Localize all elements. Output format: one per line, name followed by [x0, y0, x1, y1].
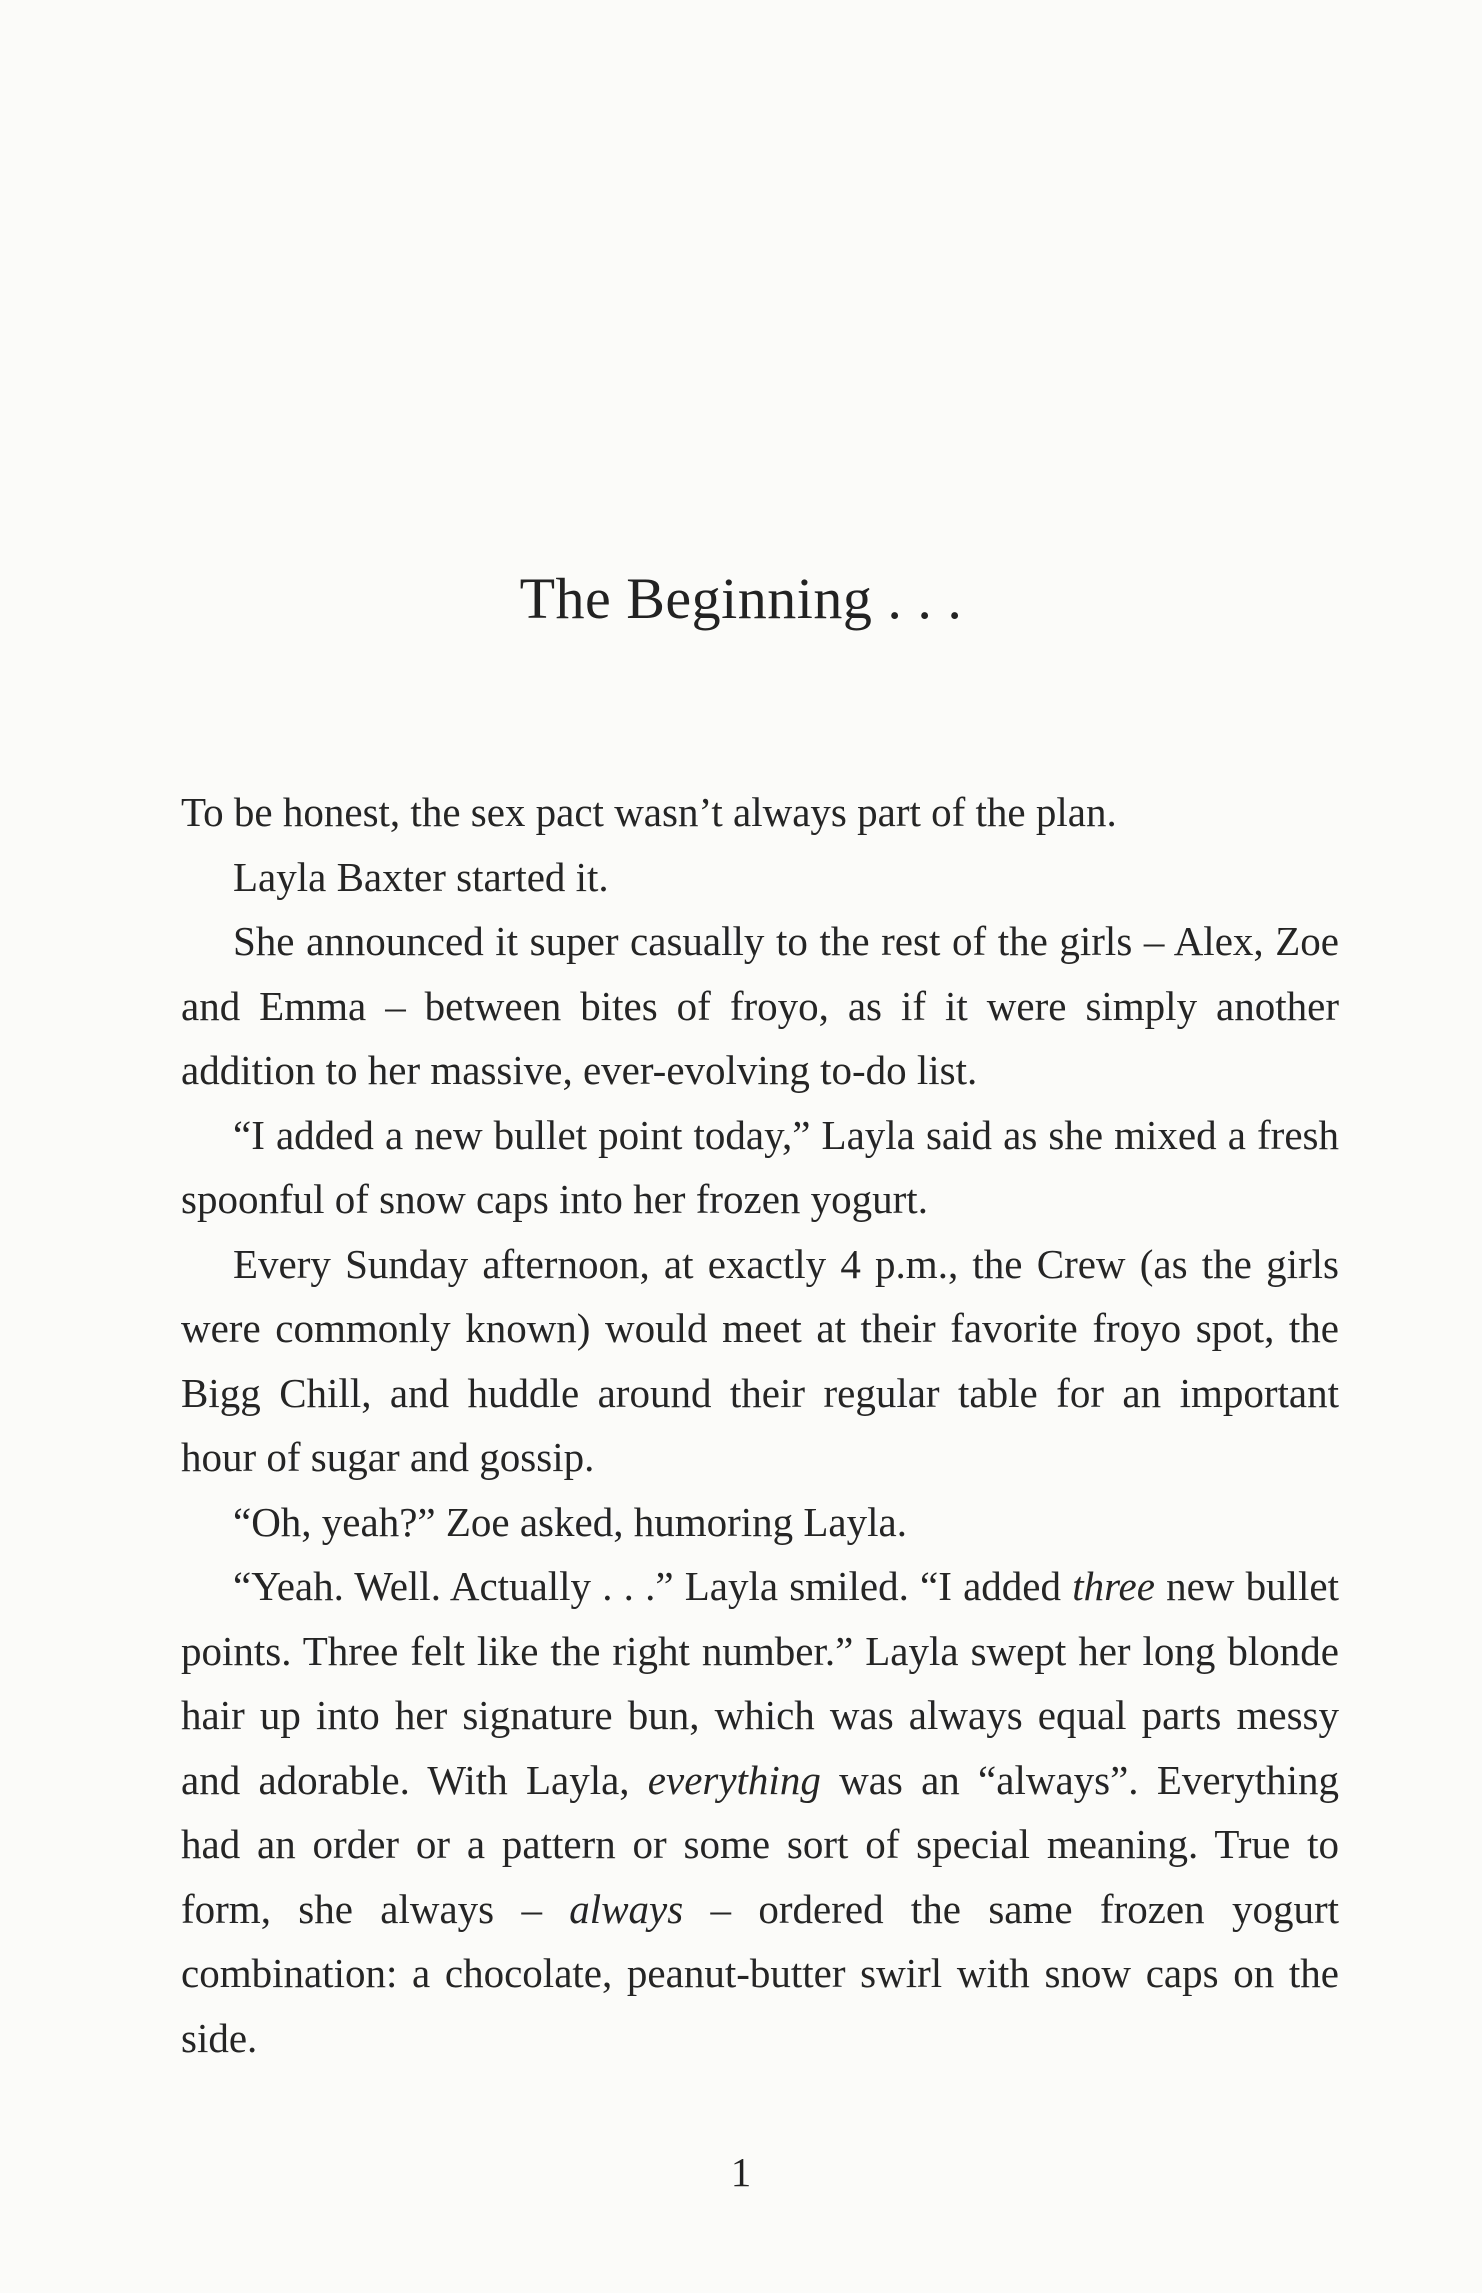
paragraph: She announced it super casually to the rest of the girls – Alex, Zoe and Emma – between bites of froyo, as if it were simply another addition to her massive, ever-evolving to-do list. [181, 918, 1339, 1093]
paragraph: “Oh, yeah?” Zoe asked, humoring Layla. [233, 1498, 907, 1545]
emphasis-three: three [1072, 1563, 1155, 1609]
text-run: was an “always”. Everything had an order or a pattern or some sort of special meaning. True to form, she always – [181, 1756, 1339, 1932]
text-run: – ordered the same frozen yogurt combination: a chocolate, peanut-butter swirl with snow caps on the side. [181, 1885, 1339, 2061]
paragraph: Every Sunday afternoon, at exactly 4 p.m., the Crew (as the girls were commonly known) would meet at their favorite froyo spot, the Bigg Chill, and huddle around their regular table for an important hour of sugar and gossip. [181, 1240, 1339, 1480]
paragraph [181, 1554, 1339, 2070]
paragraph: To be honest, the sex pact wasn’t always part of the plan. [181, 789, 1117, 835]
page-number: 1 [730, 2149, 752, 2195]
body-text [181, 780, 1339, 2070]
text-run: new bullet points. Three felt like the right number.” Layla swept her long blonde hair up into her signature bun, which was always equal parts messy and adorable. With Layla, [181, 1563, 1339, 1803]
emphasis-always: always [569, 1885, 684, 1932]
text-run: “Yeah. Well. Actually . . .” Layla smiled. “I added [233, 1563, 1073, 1609]
paragraph: Layla Baxter started it. [233, 853, 609, 900]
emphasis-everything: everything [647, 1756, 821, 1803]
paragraph: “I added a new bullet point today,” Layla said as she mixed a fresh spoonful of snow caps into her frozen yogurt. [181, 1111, 1339, 1222]
chapter-title: The Beginning . . . [519, 566, 963, 631]
